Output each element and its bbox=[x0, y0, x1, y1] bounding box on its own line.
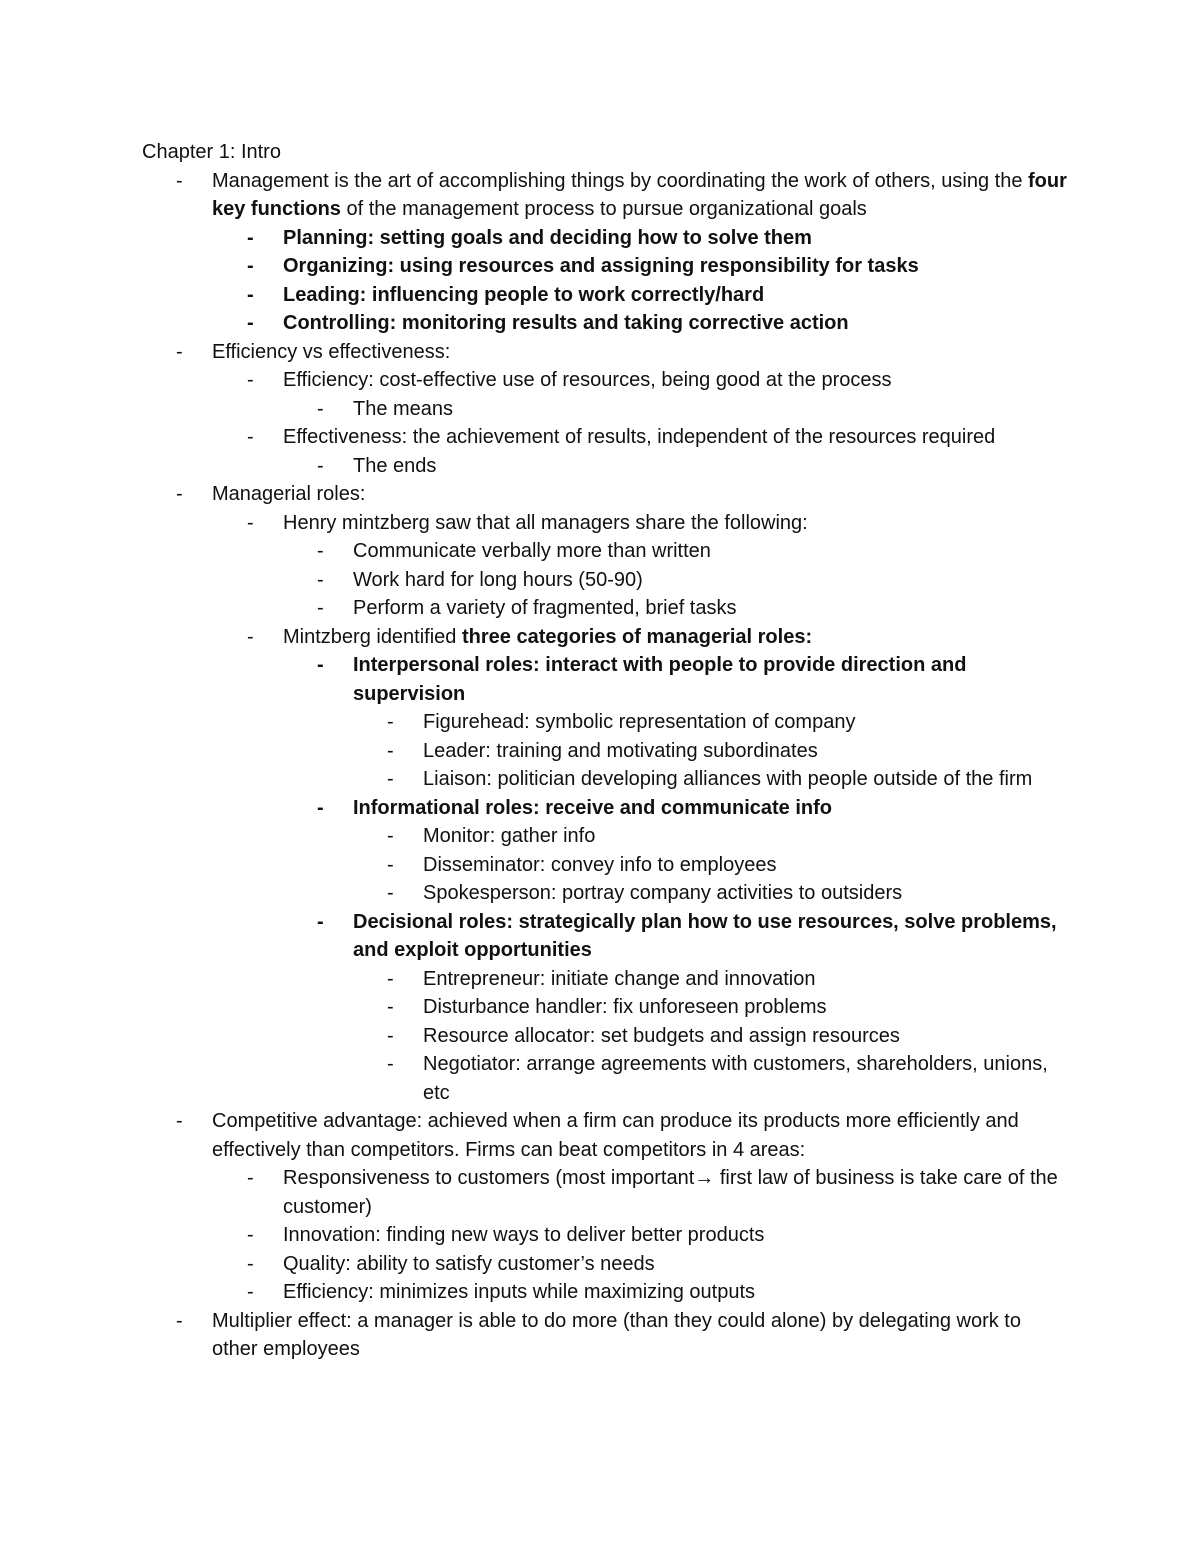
list-item bbox=[247, 1221, 1072, 1250]
bullet-dash: - bbox=[176, 169, 183, 192]
list-item-text bbox=[423, 996, 827, 1018]
list-item bbox=[247, 252, 1072, 281]
list-item bbox=[247, 1250, 1072, 1279]
list-item-text bbox=[283, 1281, 755, 1303]
list-item-text bbox=[212, 1110, 1019, 1161]
list-item-text bbox=[423, 825, 595, 847]
bold-text: Interpersonal roles: interact with people to provide direction and supervision bbox=[353, 654, 967, 705]
list-item-text bbox=[353, 455, 436, 477]
bullet-dash: - bbox=[317, 597, 324, 619]
text-segment: Entrepreneur: initiate change and innovation bbox=[423, 967, 816, 990]
bold-text: Leading: influencing people to work correctly/hard bbox=[283, 283, 765, 306]
list-item-text bbox=[423, 1053, 1048, 1104]
list-item-text bbox=[283, 284, 764, 306]
chapter-title: Chapter 1: Intro bbox=[142, 141, 281, 163]
bullet-dash: - bbox=[387, 711, 394, 733]
text-segment: of the management process to pursue organizational goals bbox=[340, 198, 867, 220]
list-item-text bbox=[212, 341, 450, 363]
bold-text: Organizing: using resources and assigning responsibility for tasks bbox=[283, 255, 919, 277]
text-segment: Negotiator: arrange agreements with customers, shareholders, unions, etc bbox=[423, 1053, 1048, 1104]
list-item-text bbox=[283, 426, 995, 448]
bullet-dash: - bbox=[176, 1309, 183, 1332]
list-item-text bbox=[212, 483, 365, 505]
list-item bbox=[317, 651, 1072, 708]
list-item-text bbox=[353, 398, 453, 420]
notes-list bbox=[142, 167, 1072, 1364]
list-item bbox=[176, 167, 1072, 224]
bullet-dash: - bbox=[247, 625, 254, 648]
text-segment: Figurehead: symbolic representation of company bbox=[423, 711, 856, 733]
list-item-text bbox=[353, 540, 711, 562]
bullet-dash: - bbox=[317, 796, 324, 819]
list-item bbox=[247, 1164, 1072, 1221]
list-item bbox=[387, 765, 1072, 794]
text-segment: Resource allocator: set budgets and assign resources bbox=[423, 1024, 900, 1047]
bullet-dash: - bbox=[247, 1281, 254, 1303]
list-item bbox=[387, 708, 1072, 737]
bold-text: Controlling: monitoring results and taking corrective action bbox=[283, 312, 849, 334]
text-segment: Mintzberg identified bbox=[283, 625, 462, 648]
list-item-text bbox=[283, 1167, 1058, 1218]
list-item-text bbox=[353, 569, 643, 591]
document-body bbox=[142, 138, 1072, 1364]
text-segment: Spokesperson: portray company activities to outsiders bbox=[423, 882, 903, 904]
bullet-dash: - bbox=[387, 739, 394, 762]
bullet-dash: - bbox=[317, 540, 324, 562]
list-item-text bbox=[423, 740, 818, 762]
text-segment: The ends bbox=[353, 454, 437, 477]
bullet-dash: - bbox=[247, 1167, 254, 1189]
text-segment: Managerial roles: bbox=[212, 483, 366, 505]
list-item bbox=[317, 794, 1072, 823]
list-item-text bbox=[423, 882, 902, 904]
list-item-text bbox=[423, 711, 855, 733]
bullet-dash: - bbox=[387, 996, 394, 1018]
text-segment: Communicate verbally more than written bbox=[353, 540, 711, 562]
list-item bbox=[247, 366, 1072, 395]
list-item bbox=[247, 224, 1072, 253]
bullet-dash: - bbox=[387, 1024, 394, 1047]
list-item bbox=[317, 908, 1072, 965]
bold-text: three categories of managerial roles: bbox=[461, 625, 813, 648]
text-segment: Disturbance handler: fix unforeseen problems bbox=[423, 996, 827, 1018]
bullet-dash: - bbox=[176, 340, 183, 363]
bullet-dash: - bbox=[317, 454, 324, 477]
bullet-dash: - bbox=[387, 967, 394, 990]
list-item bbox=[247, 309, 1072, 338]
list-item-text bbox=[283, 227, 812, 249]
bullet-dash: - bbox=[247, 1224, 254, 1246]
list-item-text bbox=[423, 968, 816, 990]
text-segment: Management is the art of accomplishing things by coordinating the work of others, using the bbox=[212, 169, 1029, 192]
list-item-text bbox=[353, 597, 737, 619]
list-item bbox=[317, 566, 1072, 595]
bold-text: Planning: setting goals and deciding how to solve them bbox=[283, 226, 812, 249]
list-item-text bbox=[283, 626, 812, 648]
text-segment: Monitor: gather info bbox=[423, 825, 596, 847]
bullet-dash: - bbox=[387, 825, 394, 847]
bold-text: Informational roles: receive and communicate info bbox=[353, 796, 833, 819]
list-item bbox=[176, 338, 1072, 367]
list-item bbox=[387, 851, 1072, 880]
list-item-text bbox=[212, 170, 1067, 221]
text-segment: Disseminator: convey info to employees bbox=[423, 853, 777, 876]
list-item bbox=[317, 537, 1072, 566]
text-segment: Efficiency vs effectiveness: bbox=[212, 340, 451, 363]
list-item bbox=[176, 480, 1072, 509]
text-segment: Competitive advantage: achieved when a firm can produce its products more efficiently and effectively than competitors. Firms can beat competitors in 4 areas: bbox=[212, 1110, 1019, 1161]
list-item bbox=[387, 1050, 1072, 1107]
text-segment: Leader: training and motivating subordinates bbox=[423, 739, 818, 762]
text-segment: Responsiveness to customers (most important→ first law of business is take care of the customer) bbox=[283, 1167, 1058, 1218]
bullet-dash: - bbox=[176, 1110, 183, 1132]
list-item bbox=[317, 594, 1072, 623]
list-item bbox=[387, 879, 1072, 908]
list-item bbox=[247, 423, 1072, 452]
text-segment: Work hard for long hours (50-90) bbox=[353, 568, 643, 591]
bullet-dash: - bbox=[247, 255, 254, 277]
bullet-dash: - bbox=[247, 283, 254, 306]
list-item bbox=[247, 509, 1072, 538]
text-segment: Henry mintzberg saw that all managers share the following: bbox=[283, 511, 808, 534]
list-item bbox=[247, 623, 1072, 652]
list-item bbox=[247, 281, 1072, 310]
text-segment: Effectiveness: the achievement of results, independent of the resources required bbox=[283, 426, 996, 448]
bullet-dash: - bbox=[247, 369, 254, 391]
text-segment: Multiplier effect: a manager is able to do more (than they could alone) by delegating work to other employees bbox=[212, 1309, 1021, 1360]
list-item-text bbox=[353, 797, 832, 819]
list-item bbox=[387, 737, 1072, 766]
text-segment: Innovation: finding new ways to deliver better products bbox=[283, 1224, 765, 1246]
list-item bbox=[387, 993, 1072, 1022]
bold-text: Decisional roles: strategically plan how to use resources, solve problems, and exploit opportunities bbox=[353, 910, 1057, 961]
list-item-text bbox=[283, 312, 849, 334]
list-item-text bbox=[283, 1224, 764, 1246]
list-item bbox=[176, 1107, 1072, 1164]
list-item bbox=[387, 965, 1072, 994]
bullet-dash: - bbox=[317, 654, 324, 676]
list-item-text bbox=[283, 512, 808, 534]
text-segment: The means bbox=[353, 397, 454, 420]
text-segment: Quality: ability to satisfy customer’s needs bbox=[283, 1252, 655, 1275]
bullet-dash: - bbox=[247, 226, 254, 249]
list-item bbox=[176, 1307, 1072, 1364]
bullet-dash: - bbox=[317, 568, 324, 591]
list-item-text bbox=[353, 911, 1057, 962]
text-segment: Liaison: politician developing alliances with people outside of the firm bbox=[423, 768, 1033, 790]
list-item-text bbox=[212, 1310, 1021, 1361]
bullet-dash: - bbox=[247, 1252, 254, 1275]
bullet-dash: - bbox=[387, 768, 394, 790]
list-item bbox=[387, 1022, 1072, 1051]
list-item bbox=[317, 395, 1072, 424]
bullet-dash: - bbox=[176, 483, 183, 505]
text-segment: Perform a variety of fragmented, brief tasks bbox=[353, 597, 737, 619]
list-item bbox=[317, 452, 1072, 481]
bullet-dash: - bbox=[247, 312, 254, 334]
bullet-dash: - bbox=[317, 397, 324, 420]
list-item-text bbox=[423, 768, 1032, 790]
list-item-text bbox=[353, 654, 966, 705]
bullet-dash: - bbox=[247, 511, 254, 534]
bullet-dash: - bbox=[317, 910, 324, 933]
bullet-dash: - bbox=[387, 882, 394, 904]
text-segment: Efficiency: minimizes inputs while maximizing outputs bbox=[283, 1281, 756, 1303]
list-item-text bbox=[423, 854, 777, 876]
bullet-dash: - bbox=[387, 853, 394, 876]
bullet-dash: - bbox=[387, 1053, 394, 1075]
text-segment: Efficiency: cost-effective use of resources, being good at the process bbox=[283, 369, 892, 391]
list-item bbox=[387, 822, 1072, 851]
bullet-dash: - bbox=[247, 426, 254, 448]
bold-text: four key functions bbox=[212, 169, 1067, 220]
list-item-text bbox=[283, 255, 919, 277]
list-item-text bbox=[423, 1025, 900, 1047]
list-item bbox=[247, 1278, 1072, 1307]
list-item-text bbox=[283, 369, 892, 391]
list-item-text bbox=[283, 1253, 655, 1275]
